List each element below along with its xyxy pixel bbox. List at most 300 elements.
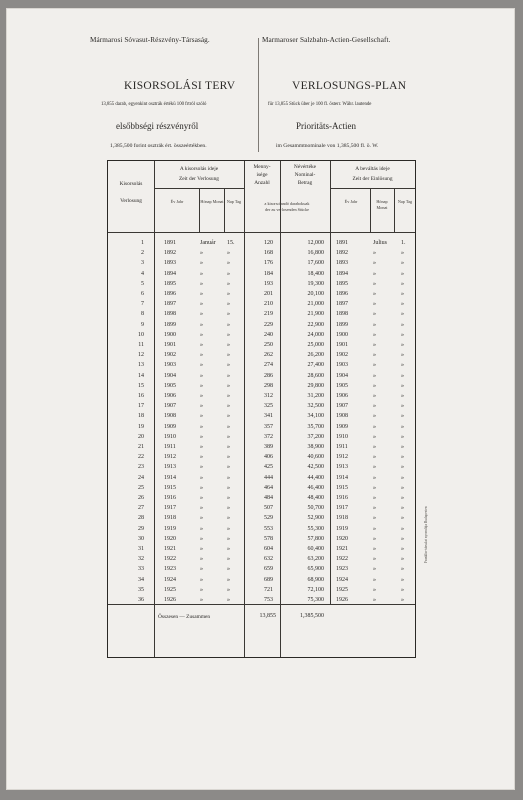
col-draw-number-hu: Kisorsolás xyxy=(119,181,143,187)
table-row xyxy=(108,463,415,472)
draw-day: » xyxy=(227,535,230,542)
quantity: 184 xyxy=(264,270,273,277)
draw-year: 1895 xyxy=(164,280,176,287)
draw-day: » xyxy=(227,321,230,328)
redeem-day: » xyxy=(401,464,404,471)
title-de: VERLOSUNGS-PLAN xyxy=(292,80,407,92)
printer-imprint: Franklin-társulat nyomdája Budapesten xyxy=(424,506,428,563)
table-row xyxy=(108,249,415,258)
draw-number: 6 xyxy=(141,291,144,297)
table-row xyxy=(108,525,415,534)
draw-number: 4 xyxy=(141,270,144,277)
draw-number: 1 xyxy=(141,240,144,246)
draw-month: » xyxy=(200,586,203,593)
redeem-day: » xyxy=(401,444,404,450)
nominal-amount: 72,100 xyxy=(307,586,324,593)
nominal-amount: 50,700 xyxy=(307,505,324,512)
nominal-amount: 37,200 xyxy=(307,433,324,440)
nominal-amount: 28,600 xyxy=(307,372,324,379)
draw-number: 28 xyxy=(138,515,144,522)
draw-year: 1896 xyxy=(164,291,176,297)
redeem-day: » xyxy=(401,342,404,348)
quantity: 168 xyxy=(264,250,273,257)
redeem-day: » xyxy=(401,474,404,481)
draw-number: 17 xyxy=(138,403,144,410)
nominal-amount: 31,200 xyxy=(307,393,324,399)
sub-year-redeem: Év Jahr xyxy=(344,199,358,204)
redeem-year: 1924 xyxy=(336,576,348,583)
draw-number: 10 xyxy=(138,331,144,338)
table-row xyxy=(108,259,415,268)
nominal-amount: 27,400 xyxy=(307,362,324,369)
draw-number: 27 xyxy=(138,505,144,512)
redeem-month: » xyxy=(373,301,376,308)
nominal-amount: 21,000 xyxy=(307,301,324,308)
nominal-amount: 19,300 xyxy=(307,280,324,287)
nominal-amount: 55,300 xyxy=(307,525,324,532)
draw-day: » xyxy=(227,280,230,287)
draw-month: » xyxy=(200,250,203,257)
redeem-year: 1912 xyxy=(336,454,348,461)
nominal-amount: 26,200 xyxy=(307,352,324,359)
draw-number: 33 xyxy=(138,566,144,573)
quantity: 201 xyxy=(264,291,273,297)
redeem-month: » xyxy=(373,576,376,583)
draw-day: » xyxy=(227,495,230,501)
table-row xyxy=(108,453,415,462)
draw-number: 20 xyxy=(138,433,144,440)
redeem-year: 1925 xyxy=(336,586,348,593)
redeem-month: » xyxy=(373,382,376,389)
group-draw-time-de: Zeit der Verlosung xyxy=(178,176,220,182)
redeem-year: 1922 xyxy=(336,556,348,563)
draw-day: » xyxy=(227,382,230,389)
table-row xyxy=(108,270,415,279)
nominal-amount: 52,900 xyxy=(307,515,324,522)
draw-number: 31 xyxy=(138,546,144,552)
draw-number: 13 xyxy=(138,362,144,369)
nominal-amount: 65,900 xyxy=(307,566,324,573)
quantity: 529 xyxy=(264,515,273,522)
subtitle-hu: 13,855 darab, egyenkint osztrák értékü 100 frtról szóló xyxy=(101,102,207,107)
redeem-month: » xyxy=(373,291,376,297)
draw-day: » xyxy=(227,423,230,430)
draw-number: 12 xyxy=(138,352,144,359)
redeem-month: » xyxy=(373,260,376,267)
quantity: 286 xyxy=(264,372,273,379)
redeem-year: 1913 xyxy=(336,464,348,471)
redeem-year: 1898 xyxy=(336,311,348,318)
table-row xyxy=(108,514,415,523)
header-company-de: Marmaroser Salzbahn-Actien-Gesellschaft. xyxy=(262,36,391,44)
nominal-amount: 21,900 xyxy=(307,311,324,318)
sub-day: Nap Tag xyxy=(226,199,242,204)
quantity: 210 xyxy=(264,301,273,308)
draw-number: 18 xyxy=(138,413,144,420)
draw-year: 1919 xyxy=(164,525,176,532)
draw-number: 25 xyxy=(138,484,144,491)
draw-number: 9 xyxy=(141,321,144,328)
redeem-day: » xyxy=(401,515,404,522)
draw-number: 19 xyxy=(138,423,144,430)
draw-month: » xyxy=(200,525,203,532)
draw-year: 1924 xyxy=(164,576,176,583)
draw-number: 22 xyxy=(138,454,144,461)
redeem-year: 1903 xyxy=(336,362,348,369)
redeem-month: » xyxy=(373,393,376,399)
draw-month: » xyxy=(200,280,203,287)
quantity: 274 xyxy=(264,362,273,369)
col-draw-number-de: Verlosung xyxy=(120,198,142,204)
title-hu: KISORSOLÁSI TERV xyxy=(124,80,236,92)
redeem-month: » xyxy=(373,484,376,491)
redeem-month: » xyxy=(373,280,376,287)
sub-day-redeem: Nap Tag xyxy=(397,199,413,204)
draw-year: 1904 xyxy=(164,372,176,379)
draw-day: » xyxy=(227,393,230,399)
quantity: 372 xyxy=(264,433,273,440)
table-row xyxy=(108,392,415,401)
draw-month: » xyxy=(200,362,203,369)
redeem-year: 1891 xyxy=(336,240,348,246)
redeem-day: » xyxy=(401,433,404,440)
draw-day: » xyxy=(227,352,230,359)
draw-year: 1892 xyxy=(164,250,176,257)
redeem-month: » xyxy=(373,413,376,420)
nominal-amount: 12,000 xyxy=(307,240,324,246)
draw-day: » xyxy=(227,270,230,277)
draw-number: 32 xyxy=(138,556,144,563)
redeem-year: 1895 xyxy=(336,280,348,287)
quantity: 425 xyxy=(264,464,273,471)
group-redeem-time-de: Zeit der Einlösung xyxy=(352,176,393,182)
draw-number: 34 xyxy=(138,576,144,583)
draw-day: » xyxy=(227,342,230,348)
nominal-amount: 17,600 xyxy=(307,260,324,267)
nominal-amount: 60,400 xyxy=(307,546,324,552)
quantity: 484 xyxy=(264,495,273,501)
draw-month: » xyxy=(200,546,203,552)
redeem-day: » xyxy=(401,270,404,277)
draw-day: » xyxy=(227,556,230,563)
table-row xyxy=(108,239,415,248)
column-divider xyxy=(258,38,259,152)
nominal-amount: 40,600 xyxy=(307,454,324,461)
redeem-day: » xyxy=(401,423,404,430)
draw-month: » xyxy=(200,372,203,379)
quantity: 721 xyxy=(264,586,273,593)
redeem-day: » xyxy=(401,566,404,573)
document-page xyxy=(6,8,515,790)
draw-day: » xyxy=(227,484,230,491)
draw-number: 36 xyxy=(138,597,144,603)
redeem-year: 1921 xyxy=(336,546,348,552)
redeem-day: » xyxy=(401,454,404,461)
draw-day: » xyxy=(227,331,230,338)
quantity: 298 xyxy=(264,382,273,389)
table-row xyxy=(108,484,415,493)
header-company-hu: Mármarosi Sóvasut-Részvény-Társaság. xyxy=(90,36,210,44)
draw-month: » xyxy=(200,270,203,277)
draw-month: » xyxy=(200,291,203,297)
quantity: 632 xyxy=(264,556,273,563)
col-quantity: Menny- isége Anzahl xyxy=(253,164,271,186)
total-label: Összesen — Zusammen xyxy=(158,614,211,620)
redeem-month: » xyxy=(373,321,376,328)
nominal-amount: 48,400 xyxy=(307,495,324,501)
table-row xyxy=(108,382,415,391)
draw-day: » xyxy=(227,291,230,297)
draw-year: 1917 xyxy=(164,505,176,512)
draw-month: » xyxy=(200,484,203,491)
redeem-month: » xyxy=(373,495,376,501)
quantity: 240 xyxy=(264,331,273,338)
redeem-day: » xyxy=(401,505,404,512)
draw-day: » xyxy=(227,372,230,379)
redeem-month: » xyxy=(373,342,376,348)
total-nominal: 1,385,500 xyxy=(300,613,324,619)
draw-day: » xyxy=(227,433,230,440)
quantity: 406 xyxy=(264,454,273,461)
redeem-month: » xyxy=(373,372,376,379)
table-row xyxy=(108,351,415,360)
redeem-month: » xyxy=(373,311,376,318)
draw-number: 23 xyxy=(138,464,144,471)
redeem-month: » xyxy=(373,586,376,593)
quantity: 341 xyxy=(264,413,273,420)
redeem-day: » xyxy=(401,280,404,287)
redeem-year: 1920 xyxy=(336,535,348,542)
draw-month: » xyxy=(200,454,203,461)
redeem-day: » xyxy=(401,597,404,603)
nominal-amount: 44,400 xyxy=(307,474,324,481)
table-row xyxy=(108,280,415,289)
quantity: 176 xyxy=(264,260,273,267)
redeem-year: 1899 xyxy=(336,321,348,328)
nominal-amount: 38,900 xyxy=(307,444,324,450)
draw-year: 1910 xyxy=(164,433,176,440)
total-value-de: im Gesammtnominale von 1,385,500 fl. ö. W. xyxy=(276,143,379,149)
draw-month: » xyxy=(200,505,203,512)
draw-month: » xyxy=(200,556,203,563)
draw-month: » xyxy=(200,311,203,318)
col-nominal: Névértéke Nominal- Betrag xyxy=(293,164,317,186)
redeem-day: » xyxy=(401,291,404,297)
redeem-year: 1894 xyxy=(336,270,348,277)
draw-day: » xyxy=(227,260,230,267)
nominal-amount: 75,300 xyxy=(307,597,324,603)
redeem-month: » xyxy=(373,423,376,430)
nominal-amount: 18,400 xyxy=(307,270,324,277)
draw-month: » xyxy=(200,423,203,430)
heading-line2-hu: elsőbbségi részvényről xyxy=(116,121,199,131)
redeem-month: » xyxy=(373,444,376,450)
draw-year: 1907 xyxy=(164,403,176,410)
nominal-amount: 34,100 xyxy=(307,413,324,420)
redeem-month: » xyxy=(373,362,376,369)
draw-number: 7 xyxy=(141,301,144,308)
redeem-day: » xyxy=(401,250,404,257)
quantity: 229 xyxy=(264,321,273,328)
redeem-month: » xyxy=(373,352,376,359)
draw-month: » xyxy=(200,576,203,583)
redeem-day: » xyxy=(401,535,404,542)
nominal-amount: 57,800 xyxy=(307,535,324,542)
draw-year: 1912 xyxy=(164,454,176,461)
quantity: 659 xyxy=(264,566,273,573)
redeem-year: 1923 xyxy=(336,566,348,573)
sub-month: Hónap Monat xyxy=(200,199,224,204)
sub-year: Év Jahr xyxy=(170,199,184,204)
redeem-year: 1900 xyxy=(336,331,348,338)
draw-month: » xyxy=(200,597,203,603)
table-row xyxy=(108,290,415,299)
draw-year: 1909 xyxy=(164,423,176,430)
subtitle-de: für 13,855 Stück über je 100 fl. österr. Währ. lautende xyxy=(268,102,372,107)
quantity: 578 xyxy=(264,535,273,542)
quantity: 444 xyxy=(264,474,273,481)
redeem-year: 1909 xyxy=(336,423,348,430)
redeem-month: Julius xyxy=(373,240,388,246)
redeem-day: » xyxy=(401,352,404,359)
table-row xyxy=(108,535,415,544)
redeem-year: 1910 xyxy=(336,433,348,440)
nominal-amount: 46,400 xyxy=(307,484,324,491)
draw-day: 15. xyxy=(227,240,235,246)
draw-year: 1923 xyxy=(164,566,176,573)
redeem-day: » xyxy=(401,586,404,593)
draw-day: » xyxy=(227,515,230,522)
quantity: 219 xyxy=(264,311,273,318)
draw-month: » xyxy=(200,321,203,328)
table-row xyxy=(108,300,415,309)
table-row xyxy=(108,341,415,350)
table-row xyxy=(108,474,415,483)
draw-month: » xyxy=(200,444,203,450)
draw-number: 5 xyxy=(141,280,144,287)
draw-number: 8 xyxy=(141,311,144,318)
heading-line2-de: Prioritäts-Actien xyxy=(296,121,356,131)
draw-day: » xyxy=(227,250,230,257)
redeem-year: 1911 xyxy=(336,444,348,450)
table-row xyxy=(108,321,415,330)
draw-number: 2 xyxy=(141,250,144,257)
nominal-amount: 63,200 xyxy=(307,556,324,563)
draw-day: » xyxy=(227,474,230,481)
redeem-day: » xyxy=(401,331,404,338)
draw-year: 1920 xyxy=(164,535,176,542)
draw-day: » xyxy=(227,454,230,461)
draw-day: » xyxy=(227,546,230,552)
draw-year: 1918 xyxy=(164,515,176,522)
redeem-month: » xyxy=(373,597,376,603)
redeem-month: » xyxy=(373,525,376,532)
nominal-amount: 24,000 xyxy=(307,331,324,338)
quantity: 262 xyxy=(264,352,273,359)
draw-month: » xyxy=(200,301,203,308)
table-row xyxy=(108,423,415,432)
redeem-year: 1905 xyxy=(336,382,348,389)
redeem-year: 1893 xyxy=(336,260,348,267)
redeem-year: 1901 xyxy=(336,342,348,348)
draw-number: 26 xyxy=(138,495,144,501)
quantity: 250 xyxy=(264,342,273,348)
nominal-amount: 25,000 xyxy=(307,342,324,348)
redeem-day: » xyxy=(401,403,404,410)
lottery-schedule-table xyxy=(107,160,416,658)
redeem-year: 1906 xyxy=(336,393,348,399)
table-row xyxy=(108,555,415,564)
quantity: 464 xyxy=(264,484,273,491)
quantity: 553 xyxy=(264,525,273,532)
draw-month: » xyxy=(200,433,203,440)
redeem-month: » xyxy=(373,566,376,573)
redeem-year: 1896 xyxy=(336,291,348,297)
redeem-day: » xyxy=(401,382,404,389)
redeem-day: » xyxy=(401,301,404,308)
quantity: 357 xyxy=(264,423,273,430)
redeem-year: 1914 xyxy=(336,474,348,481)
redeem-month: » xyxy=(373,454,376,461)
draw-month: Január xyxy=(200,240,216,246)
redeem-month: » xyxy=(373,546,376,552)
draw-month: » xyxy=(200,474,203,481)
table-row xyxy=(108,433,415,442)
redeem-year: 1915 xyxy=(336,484,348,491)
table-row xyxy=(108,586,415,595)
redeem-month: » xyxy=(373,270,376,277)
redeem-day: » xyxy=(401,546,404,552)
draw-year: 1905 xyxy=(164,382,176,389)
redeem-day: » xyxy=(401,576,404,583)
quantity: 604 xyxy=(264,546,273,552)
draw-number: 14 xyxy=(138,372,144,379)
nominal-amount: 20,100 xyxy=(307,291,324,297)
table-row xyxy=(108,494,415,503)
redeem-year: 1907 xyxy=(336,403,348,410)
draw-month: » xyxy=(200,382,203,389)
draw-day: » xyxy=(227,576,230,583)
redeem-day: » xyxy=(401,362,404,369)
redeem-day: » xyxy=(401,556,404,563)
draw-year: 1922 xyxy=(164,556,176,563)
draw-day: » xyxy=(227,597,230,603)
quantity: 325 xyxy=(264,403,273,410)
redeem-year: 1897 xyxy=(336,301,348,308)
draw-day: » xyxy=(227,403,230,410)
redeem-day: » xyxy=(401,484,404,491)
draw-month: » xyxy=(200,352,203,359)
group-draw-time-hu: A kisorsolás ideje xyxy=(179,166,219,172)
redeem-month: » xyxy=(373,464,376,471)
draw-year: 1894 xyxy=(164,270,176,277)
redeem-month: » xyxy=(373,331,376,338)
draw-year: 1893 xyxy=(164,260,176,267)
draw-year: 1921 xyxy=(164,546,176,552)
draw-day: » xyxy=(227,311,230,318)
redeem-day: » xyxy=(401,321,404,328)
quantity: 389 xyxy=(264,444,273,450)
draw-month: » xyxy=(200,393,203,399)
table-row xyxy=(108,504,415,513)
redeem-month: » xyxy=(373,515,376,522)
draw-number: 15 xyxy=(138,382,144,389)
redeem-month: » xyxy=(373,433,376,440)
draw-month: » xyxy=(200,413,203,420)
quantity-note: a kisorsolandó darabokuak der zu verlosenden Stücke xyxy=(264,201,310,212)
sub-month-redeem: Hónap Monat xyxy=(376,199,388,210)
redeem-day: » xyxy=(401,495,404,501)
